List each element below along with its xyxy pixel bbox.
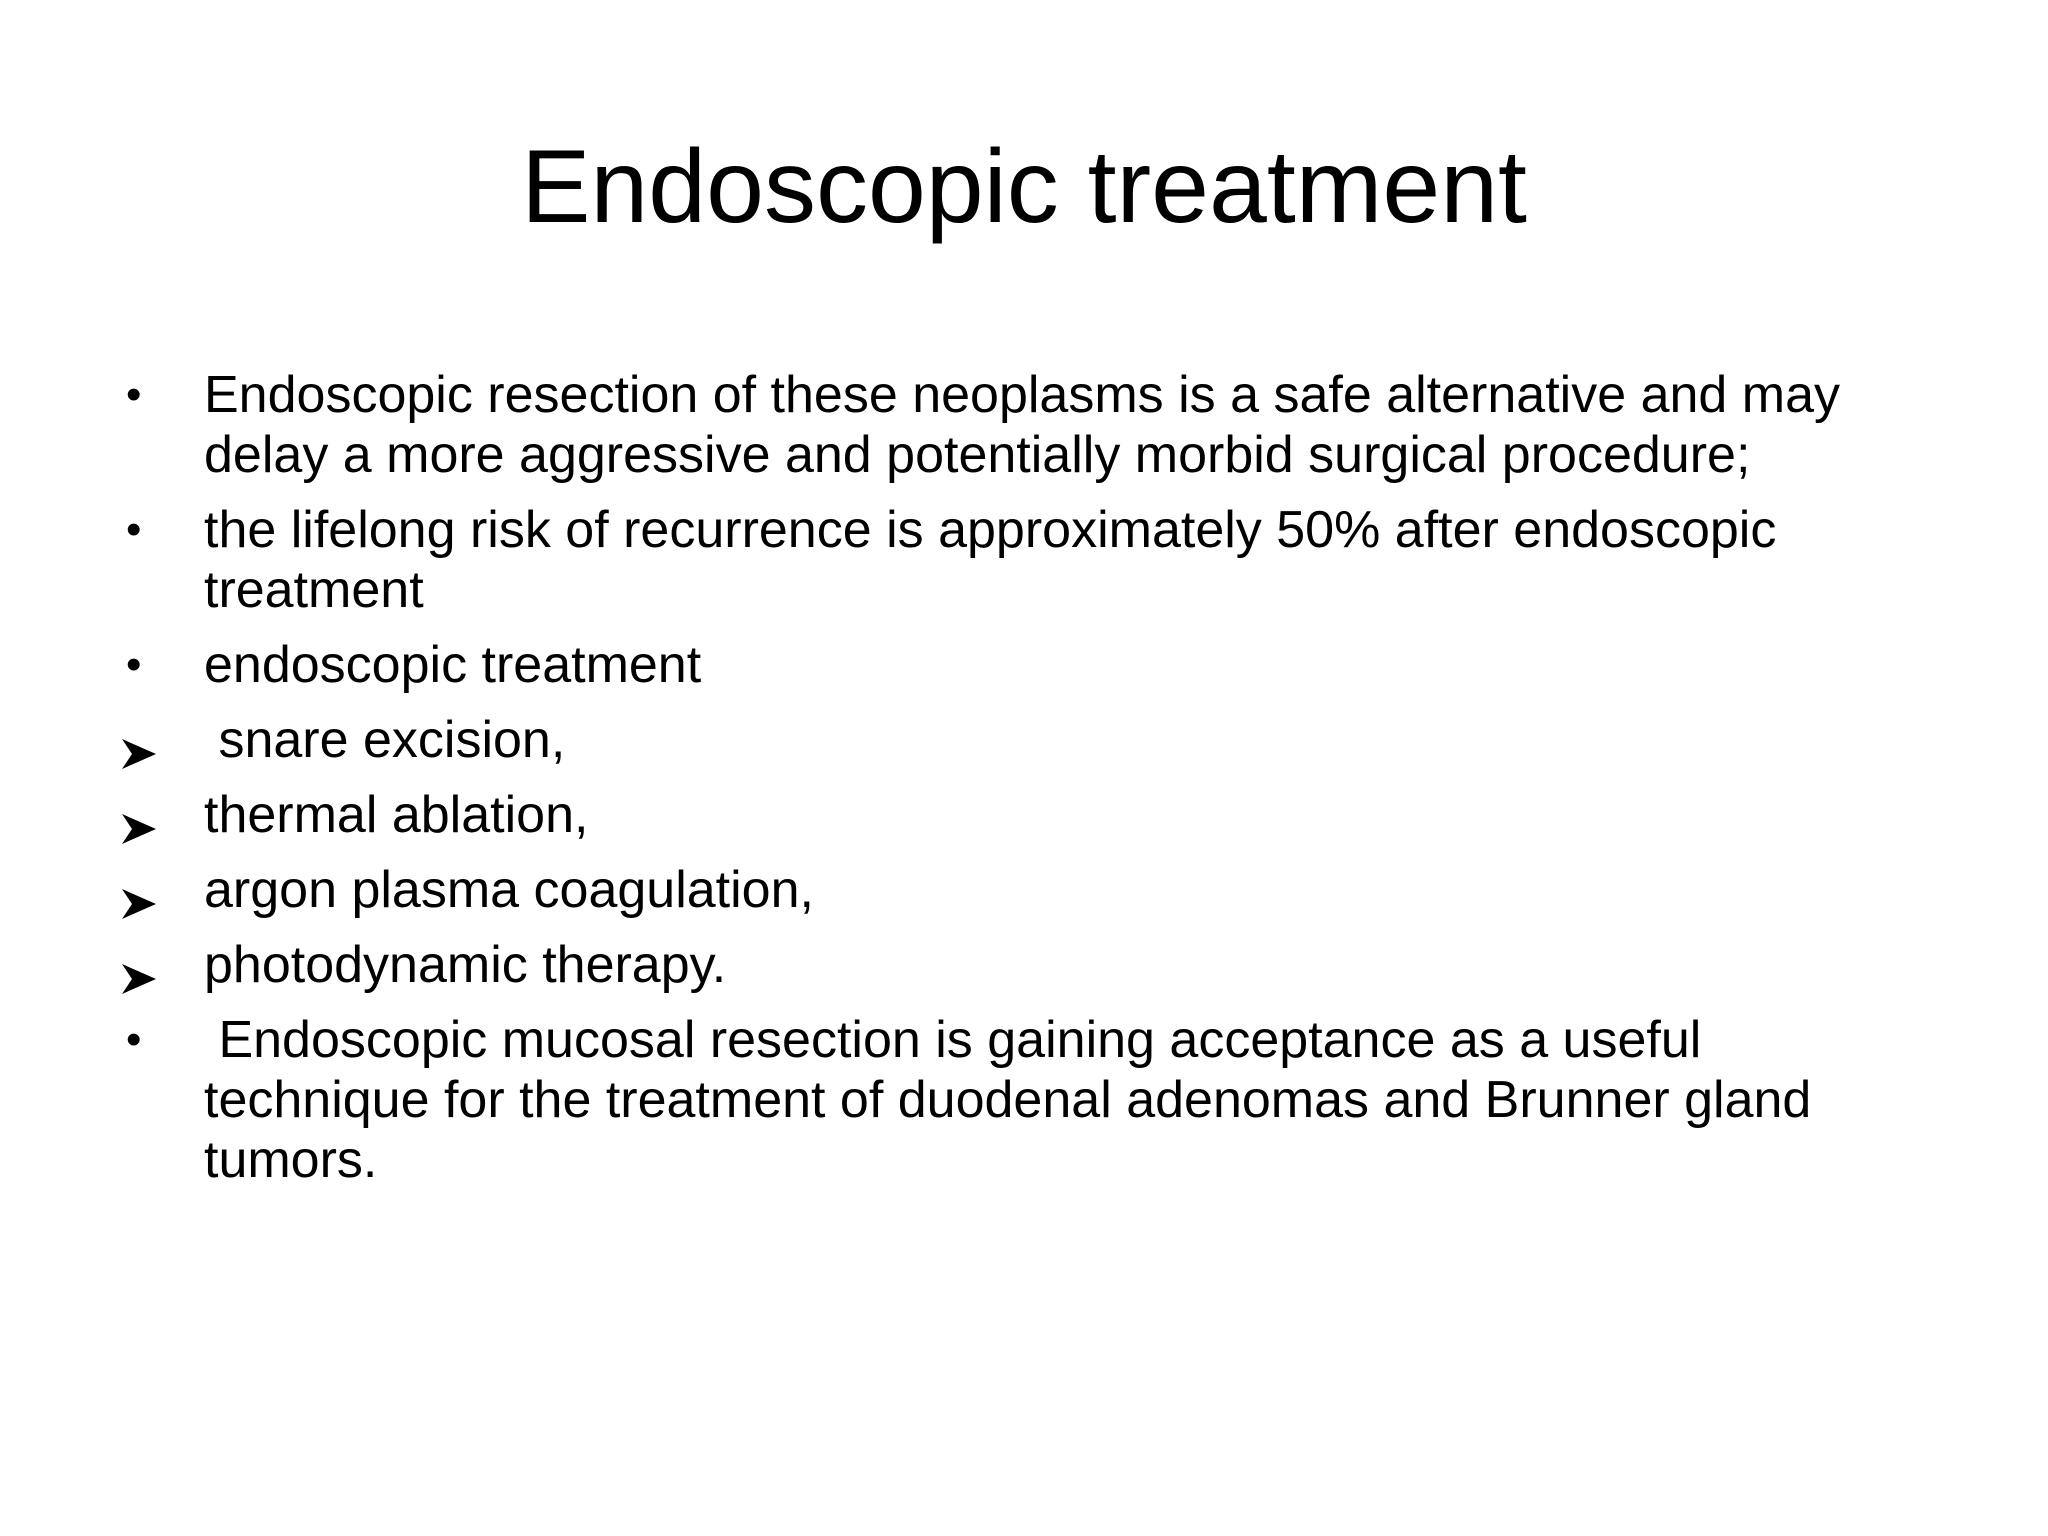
list-item (120, 710, 1920, 770)
bullet-dot-icon: • (126, 640, 142, 689)
arrow-bullet-icon (120, 799, 160, 833)
list-item (120, 785, 1920, 845)
list-item-text: thermal ablation, (204, 786, 589, 844)
arrow-bullet-icon (120, 949, 160, 983)
arrow-bullet-icon (120, 874, 160, 908)
list-item (120, 635, 1920, 695)
arrow-bullet-icon (120, 724, 160, 758)
bullet-dot-icon: • (126, 1015, 142, 1064)
list-item (120, 500, 1920, 620)
list-item-text: Endoscopic resection of these neoplasms is a safe alternative and may delay a more aggressive and potentially morbid surgical procedure; (204, 366, 1841, 484)
list-item-text: Endoscopic mucosal resection is gaining acceptance as a useful technique for the treatment of duodenal adenomas and Brunner gland tumors. (204, 1011, 1826, 1189)
slide-title: Endoscopic treatment (521, 129, 1527, 245)
list-item (120, 935, 1920, 995)
bullet-list (120, 365, 1920, 1205)
list-item-text: endoscopic treatment (204, 636, 702, 694)
list-item-text: argon plasma coagulation, (204, 861, 814, 919)
bullet-dot-icon: • (126, 505, 142, 554)
list-item-text: photodynamic therapy. (204, 936, 727, 994)
list-item-text: snare excision, (204, 711, 566, 769)
list-item (120, 1010, 1920, 1190)
list-item-text: the lifelong risk of recurrence is approximately 50% after endoscopic treatment (204, 501, 1777, 619)
list-item (120, 860, 1920, 920)
list-item (120, 365, 1920, 485)
bullet-dot-icon: • (126, 370, 142, 419)
